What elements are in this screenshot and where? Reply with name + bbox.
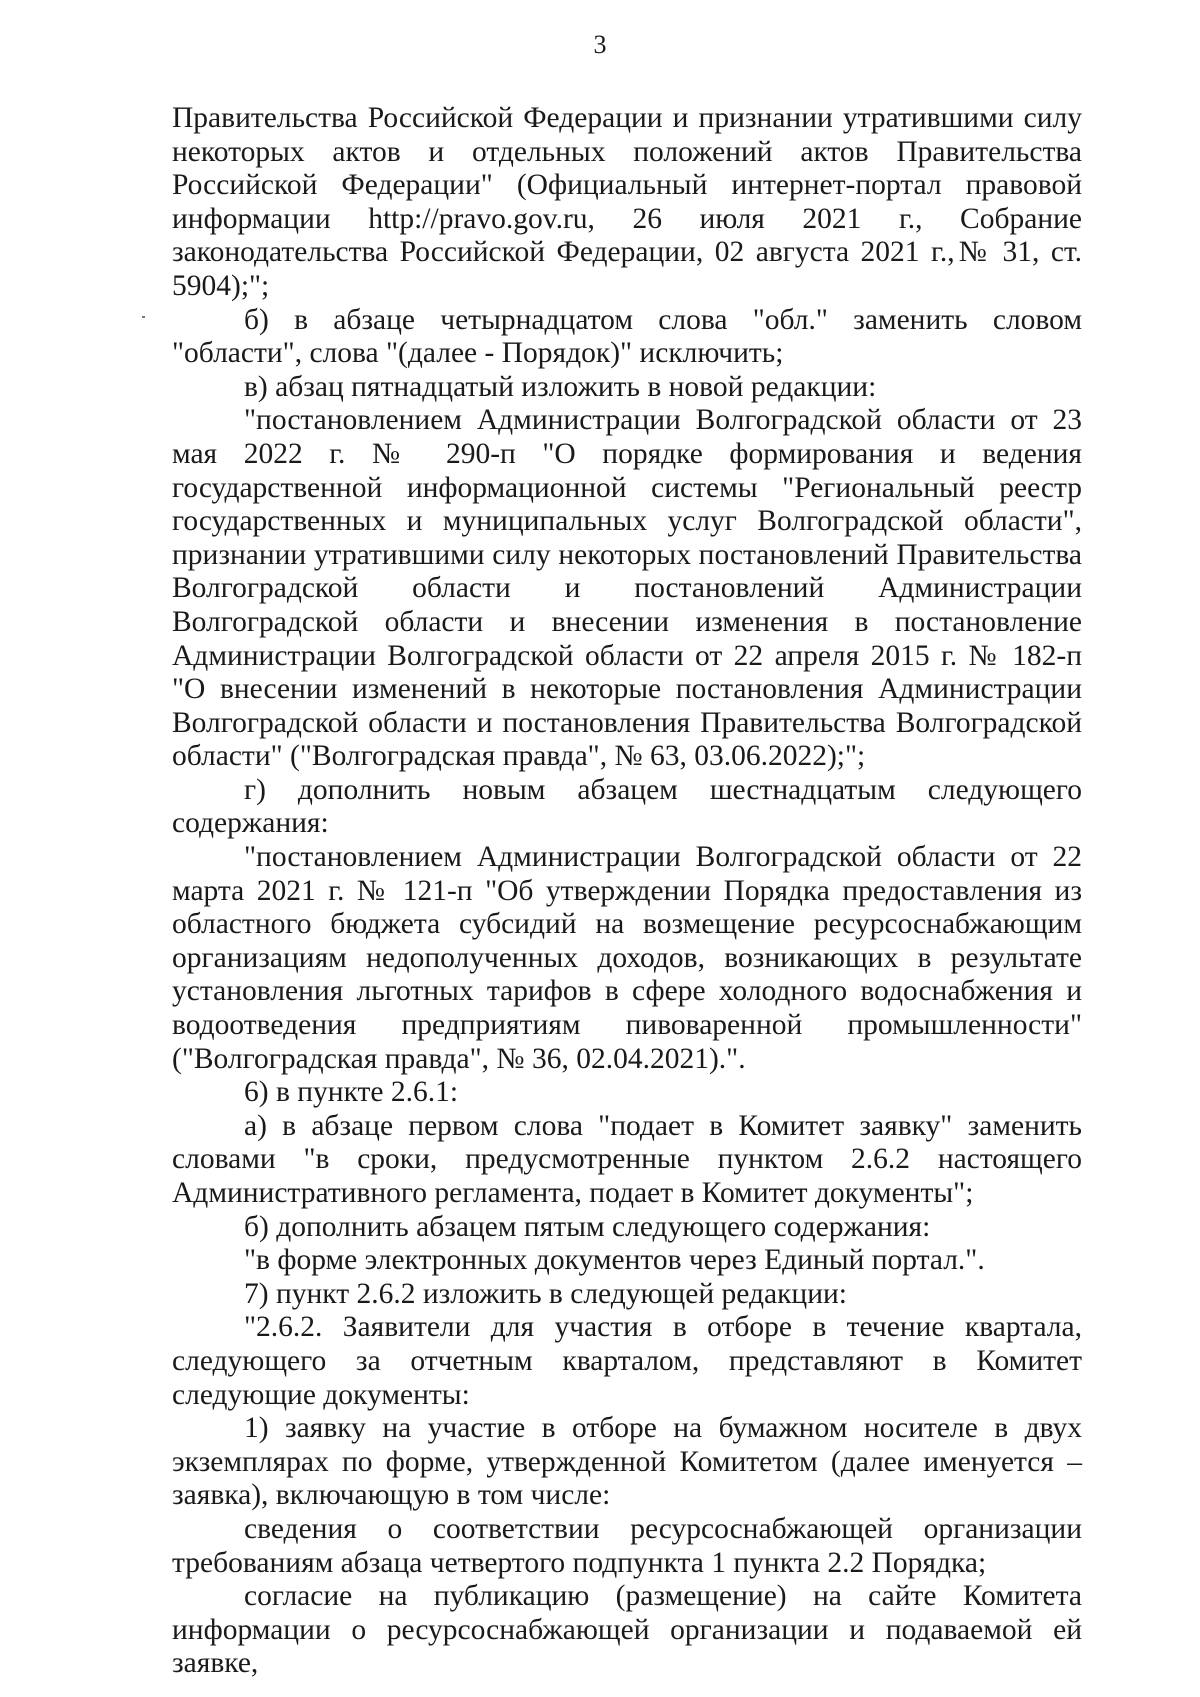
paragraph-item-7-punkt-2-6-2: 7) пункт 2.6.2 изложить в следующей редакции:	[244, 1277, 847, 1310]
scan-speck	[142, 316, 145, 318]
paragraph-continuation: Правительства Российской Федерации и признании утратившими силу некоторых актов и отдельных положений актов Правительства Российской Федерации" (Официальный интернет-портал правовой информации http://pravo.gov.ru, 26 июля 2021 г., Собрание законодательства Российской Федерации, 02 августа 2021 г.,№ 31, ст. 5904);";	[172, 102, 1082, 302]
paragraph-svedeniya: сведения о соответствии ресурсоснабжающей организации требованиям абзаца четвертого подпункта 1 пункта 2.2 Порядка;	[172, 1512, 1082, 1579]
paragraph-item-a-abzac-1: а) в абзаце первом слова "подает в Комитет заявку" заменить словами "в сроки, предусмотренные пунктом 2.6.2 настоящего Административного регламента, подает в Комитет документы";	[172, 1109, 1082, 1209]
paragraph-item-1-zayavka: 1) заявку на участие в отборе на бумажном носителе в двух экземплярах по форме, утвержденной Комитетом (далее именуется – заявка), включающую в том числе:	[172, 1412, 1082, 1512]
paragraph-item-b-abzac-5: б) дополнить абзацем пятым следующего содержания:	[244, 1210, 931, 1243]
paragraph-quote-postanovlenie-121p: "постановлением Администрации Волгоградской области от 22 марта 2021 г. № 121-п "Об утверждении Порядка предоставления из областного бюджета субсидий на возмещение ресурсоснабжающим организациям недополученных доходов, возникающих в результате установления льготных тарифов в сфере холодного водоснабжения и водоотведения предприятиям пивоваренной промышленности" ("Волгоградская правда", № 36, 02.04.2021).".	[172, 841, 1082, 1075]
document-body	[172, 102, 1082, 1681]
paragraph-quote-edinyi-portal: "в форме электронных документов через Единый портал.".	[244, 1244, 985, 1277]
paragraph-soglasie: согласие на публикацию (размещение) на сайте Комитета информации о ресурсоснабжающей организации и подаваемой ей заявке,	[172, 1580, 1082, 1680]
paragraph-item-v-abzac-15: в) абзац пятнадцатый изложить в новой редакции:	[244, 370, 877, 403]
paragraph-item-b-abzac-14: б) в абзаце четырнадцатом слова "обл." заменить словом "области", слова "(далее - Порядок)" исключить;	[172, 303, 1082, 370]
paragraph-item-g-abzac-16: г) дополнить новым абзацем шестнадцатым следующего содержания:	[172, 773, 1082, 840]
paragraph-item-6-punkt-2-6-1: 6) в пункте 2.6.1:	[244, 1076, 459, 1109]
page-number: 3	[593, 30, 607, 59]
paragraph-quote-2-6-2: "2.6.2. Заявители для участия в отборе в течение квартала, следующего за отчетным кварталом, представляют в Комитет следующие документы:	[172, 1311, 1082, 1411]
paragraph-quote-postanovlenie-290p: "постановлением Администрации Волгоградской области от 23 мая 2022 г. № 290-п "О порядке формирования и ведения государственной информационной системы "Региональный реестр государственных и муниципальных услуг Волгоградской области", признании утратившими силу некоторых постановлений Правительства Волгоградской области и постановлений Администрации Волгоградской области и внесении изменения в постановление Администрации Волгоградской области от 22 апреля 2015 г. № 182-п "О внесении изменений в некоторые постановления Администрации Волгоградской области и постановления Правительства Волгоградской области" ("Волгоградская правда", № 63, 03.06.2022);";	[172, 404, 1082, 773]
